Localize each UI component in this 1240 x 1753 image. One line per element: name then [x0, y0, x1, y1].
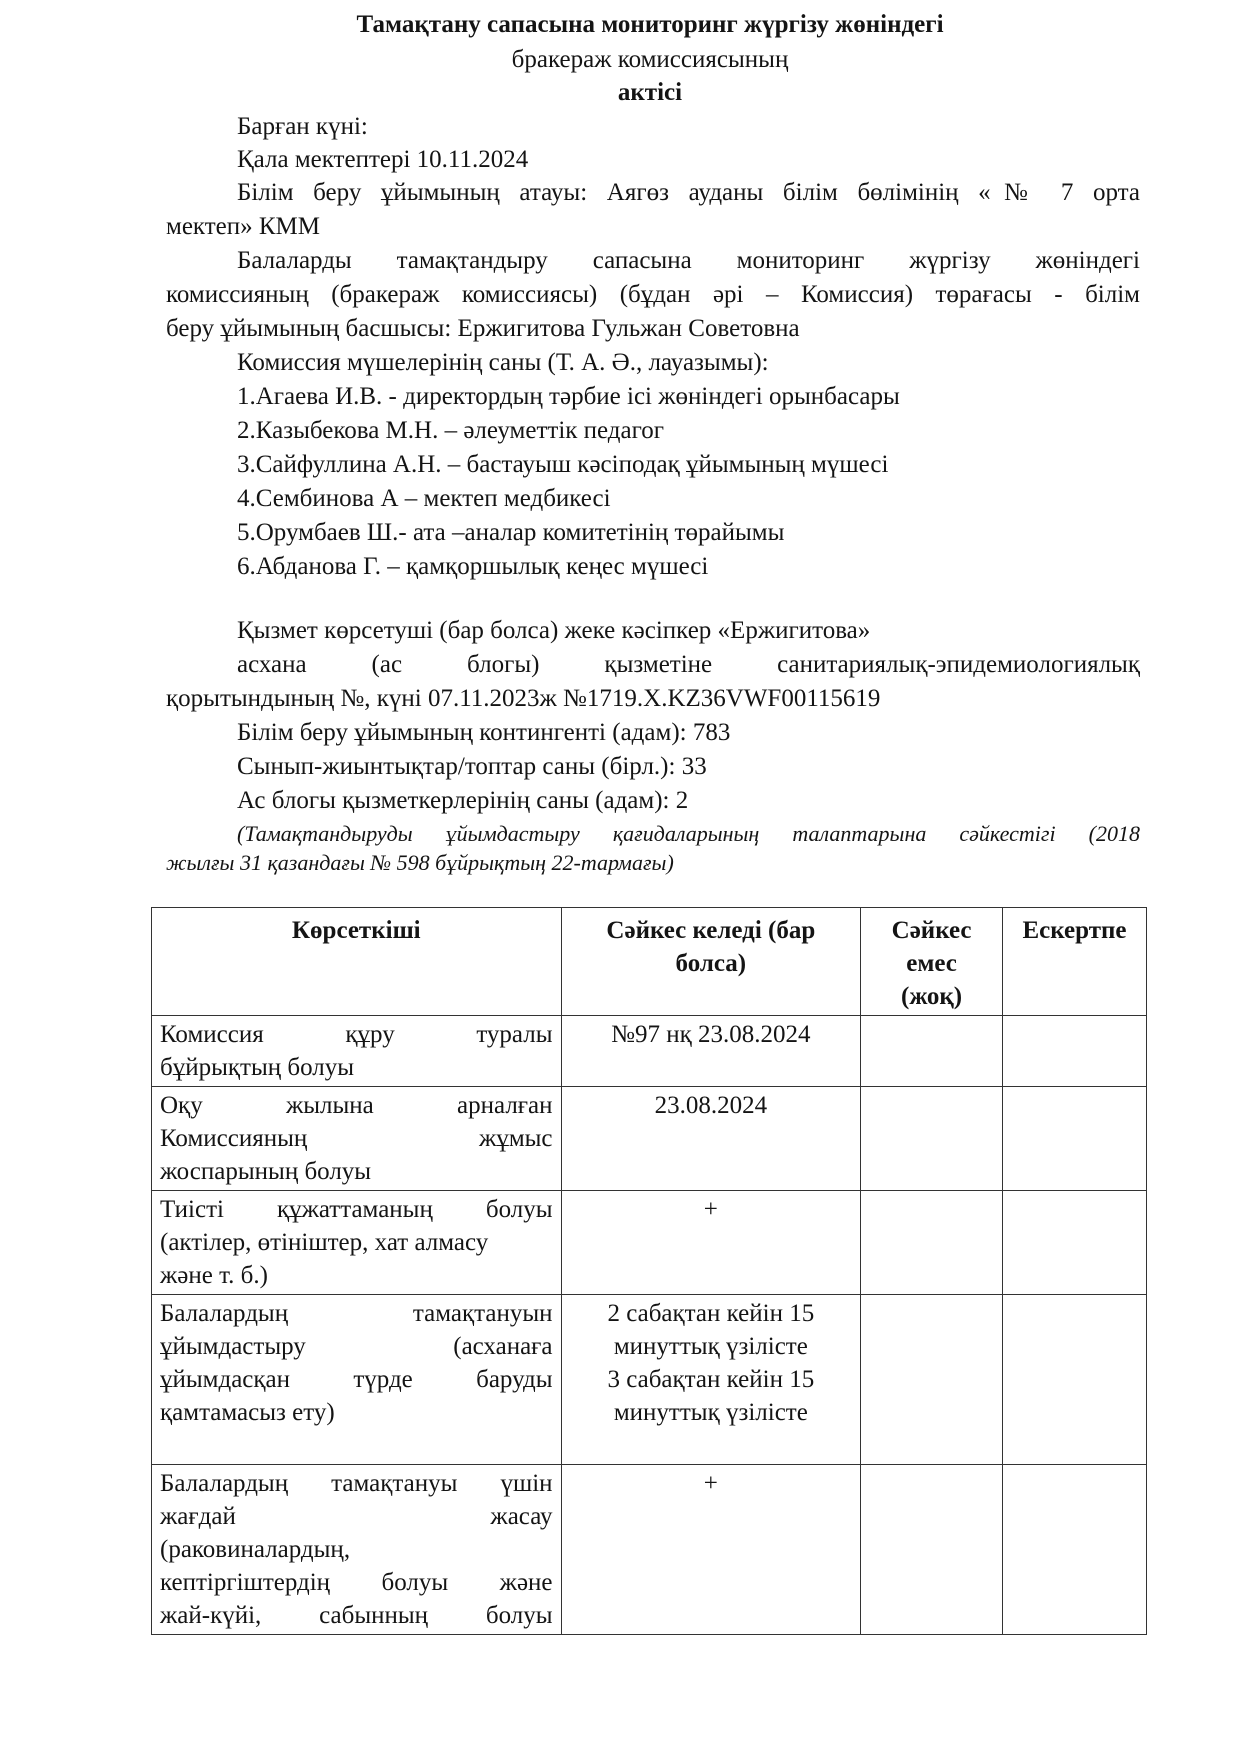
header-note: Ескертпе	[1003, 908, 1147, 1016]
org-name-line2: мектеп» КММ	[166, 213, 321, 240]
table-row	[152, 1016, 1147, 1087]
member-item: 1.Агаева И.В. - директордың тәрбие ісі жөніндегі орынбасары	[237, 383, 900, 410]
compliance-table	[151, 907, 1147, 1635]
note-cell	[1003, 1295, 1147, 1465]
indicator-cell: Балалардың тамақтануын ұйымдастыру (асханаға ұйымдасқан түрде баруды қамтамасыз ету)	[152, 1295, 562, 1465]
staff-line: Ас блогы қызметкерлерінің саны (адам): 2	[237, 787, 689, 814]
classes-line: Сынып-жиынтықтар/топтар саны (бірл.): 33	[237, 753, 707, 780]
table-row	[152, 1191, 1147, 1295]
value-cell: №97 нқ 23.08.2024	[561, 1016, 861, 1087]
indicator-cell: Балалардың тамақтануы үшін жағдай жасау (раковиналардың, кептіргіштердің болуы және жай-күйі, сабынның болуы	[152, 1465, 562, 1635]
indicator-cell: Оқу жылына арналған Комиссияның жұмыс жоспарының болуы	[152, 1087, 562, 1191]
value-cell: 23.08.2024	[561, 1087, 861, 1191]
doc-title-line3: актісі	[617, 79, 683, 106]
chair-line3: беру ұйымының басшысы: Ержигитова Гульжан Советовна	[166, 315, 800, 342]
note-cell	[1003, 1465, 1147, 1635]
member-item: 6.Абданова Г. – қамқоршылық кеңес мүшесі	[237, 553, 709, 580]
noncompliant-cell	[861, 1465, 1003, 1635]
noncompliant-cell	[861, 1016, 1003, 1087]
sanitary-line1: асхана (ас блогы) қызметіне санитариялық-эпидемиологиялық	[237, 651, 1140, 678]
indicator-cell: Тиісті құжаттаманың болуы (актілер, өтініштер, хат алмасу және т. б.)	[152, 1191, 562, 1295]
table-row	[152, 1465, 1147, 1635]
value-cell: +	[561, 1465, 861, 1635]
member-item: 2.Казыбекова М.Н. – әлеуметтік педагог	[237, 417, 665, 444]
noncompliant-cell	[861, 1087, 1003, 1191]
noncompliant-cell	[861, 1295, 1003, 1465]
schools-line: Қала мектептері 10.11.2024	[237, 146, 529, 173]
member-item: 5.Орумбаев Ш.- ата –аналар комитетінің төрайымы	[237, 519, 785, 546]
doc-title-line2: бракераж комиссиясының	[511, 46, 789, 73]
header-indicator: Көрсеткіші	[152, 908, 562, 1016]
chair-line1: Балаларды тамақтандыру сапасына мониторинг жүргізу жөніндегі	[237, 247, 1140, 274]
noncompliant-cell	[861, 1191, 1003, 1295]
member-item: 3.Сайфуллина А.Н. – бастауыш кәсіподақ ұйымының мүшесі	[237, 451, 889, 478]
note-line2: жылғы 31 қазандағы № 598 бұйрықтың 22-тармағы)	[166, 850, 674, 875]
members-label: Комиссия мүшелерінің саны (Т. А. Ә., лауазымы):	[237, 349, 769, 376]
value-cell: +	[561, 1191, 861, 1295]
chair-line2: комиссияның (бракераж комиссиясы) (бұдан әрі – Комиссия) төрағасы - білім	[166, 281, 1140, 308]
header-compliant: Сәйкес келеді (бар болса)	[561, 908, 861, 1016]
sanitary-line2: қорытындының №, күні 07.11.2023ж №1719.X.KZ36VWF00115619	[166, 685, 881, 712]
header-noncompliant: Сәйкес емес (жоқ)	[861, 908, 1003, 1016]
table-row	[152, 1087, 1147, 1191]
visit-date-label: Барған күні:	[237, 113, 368, 140]
note-cell	[1003, 1016, 1147, 1087]
provider-line: Қызмет көрсетуші (бар болса) жеке кәсіпкер «Ержигитова»	[237, 617, 871, 644]
value-cell: 2 сабақтан кейін 15 минуттық үзілісте 3 сабақтан кейін 15 минуттық үзілісте	[561, 1295, 861, 1465]
org-name-line1: Білім беру ұйымының атауы: Аягөз ауданы білім бөлімінің «№ 7 орта	[237, 179, 1140, 206]
indicator-cell: Комиссия құру туралы бұйрықтың болуы	[152, 1016, 562, 1087]
member-item: 4.Сембинова А – мектеп медбикесі	[237, 485, 611, 512]
note-cell	[1003, 1191, 1147, 1295]
note-line1: (Тамақтандыруды ұйымдастыру қағидаларының талаптарына сәйкестігі (2018	[237, 821, 1140, 846]
contingent-line: Білім беру ұйымының контингенті (адам): 783	[237, 719, 731, 746]
table-header-row	[152, 908, 1147, 1016]
doc-title-line1: Тамақтану сапасына мониторинг жүргізу жөніндегі	[356, 11, 944, 38]
note-cell	[1003, 1087, 1147, 1191]
table-row	[152, 1295, 1147, 1465]
